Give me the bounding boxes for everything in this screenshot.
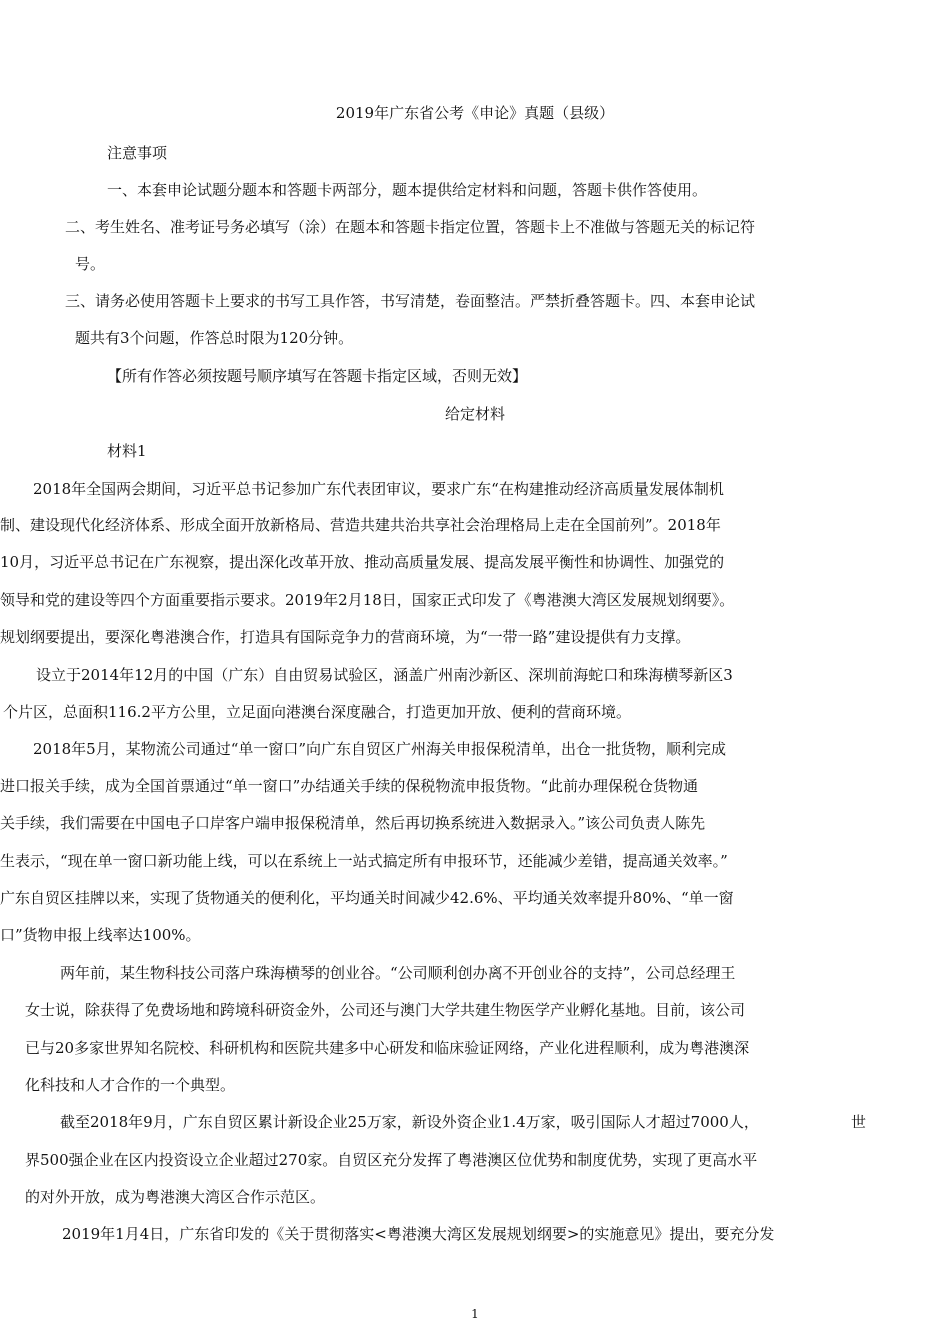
paragraph-line: 个片区，总面积116.2平方公里，立足面向港澳台深度融合，打造更加开放、便利的营商环境。 — [3, 703, 631, 721]
notice-item-2-line-1: 二、考生姓名、准考证号务必填写（涂）在题本和答题卡指定位置，答题卡上不准做与答题无关的标记符 — [65, 218, 756, 236]
paragraph-line: 界500强企业在区内投资设立企业超过270家。自贸区充分发挥了粤港澳区位优势和制度优势，实现了更高水平 — [25, 1151, 758, 1169]
paragraph-line: 制、建设现代化经济体系、形成全面开放新格局、营造共建共治共享社会治理格局上走在全国前列”。2018年 — [0, 516, 721, 534]
paragraph-line: 已与20多家世界知名院校、科研机构和医院共建多中心研发和临床验证网络，产业化进程顺利，成为粤港澳深 — [25, 1039, 750, 1057]
paragraph-line-fragment: 世 — [851, 1113, 867, 1131]
notice-item-1: 一、本套申论试题分题本和答题卡两部分，题本提供给定材料和问题，答题卡供作答使用。 — [107, 181, 708, 199]
paragraph-line: 规划纲要提出，要深化粤港澳合作，打造具有国际竞争力的营商环境，为“一带一路”建设提供有力支撑。 — [0, 628, 691, 646]
paragraph-line: 设立于2014年12月的中国（广东）自由贸易试验区，涵盖广州南沙新区、深圳前海蛇口和珠海横琴新区3 — [36, 666, 733, 684]
paragraph-line: 口”货物申报上线率达100%。 — [0, 926, 201, 944]
paragraph-line: 截至2018年9月，广东自贸区累计新设企业25万家，新设外资企业1.4万家，吸引国际人才超过7000人， — [60, 1113, 759, 1131]
paragraph-line: 进口报关手续，成为全国首票通过“单一窗口”办结通关手续的保税物流申报货物。“此前办理保税仓货物通 — [0, 777, 699, 795]
notice-item-3-line-2: 题共有3个问题，作答总时限为120分钟。 — [75, 329, 354, 347]
notice-heading: 注意事项 — [107, 144, 168, 162]
paragraph-line: 10月，习近平总书记在广东视察，提出深化改革开放、推动高质量发展、提高发展平衡性和协调性、加强党的 — [0, 553, 725, 571]
paragraph-line: 关手续，我们需要在中国电子口岸客户端申报保税清单，然后再切换系统进入数据录入。”该公司负责人陈先 — [0, 814, 706, 832]
paragraph-line: 领导和党的建设等四个方面重要指示要求。2019年2月18日，国家正式印发了《粤港澳大湾区发展规划纲要》。 — [0, 591, 735, 609]
paragraph-line: 生表示，“现在单一窗口新功能上线，可以在系统上一站式搞定所有申报环节，还能减少差错，提高通关效率。” — [0, 852, 728, 870]
notice-item-3-line-1: 三、请务必使用答题卡上要求的书写工具作答，书写清楚，卷面整洁。严禁折叠答题卡。四、本套申论试 — [65, 292, 756, 310]
section-title: 给定材料 — [444, 405, 505, 423]
paragraph-line: 女士说，除获得了免费场地和跨境科研资金外，公司还与澳门大学共建生物医学产业孵化基地。目前，该公司 — [25, 1001, 746, 1019]
document-title: 2019年广东省公考《申论》真题（县级） — [335, 104, 615, 122]
paragraph-line: 化科技和人才合作的一个典型。 — [25, 1076, 236, 1094]
paragraph-line: 2018年5月，某物流公司通过“单一窗口”向广东自贸区广州海关申报保税清单，出仓一批货物，顺利完成 — [33, 740, 727, 758]
paragraph-line: 2019年1月4日，广东省印发的《关于贯彻落实<粤港澳大湾区发展规划纲要>的实施意见》提出，要充分发 — [62, 1225, 775, 1243]
paragraph-line: 的对外开放，成为粤港澳大湾区合作示范区。 — [25, 1188, 326, 1206]
notice-item-2-line-2: 号。 — [75, 255, 106, 273]
notice-warning: 【所有作答必须按题号顺序填写在答题卡指定区域，否则无效】 — [107, 367, 528, 385]
paragraph-line: 2018年全国两会期间，习近平总书记参加广东代表团审议，要求广东“在构建推动经济高质量发展体制机 — [33, 480, 724, 498]
material-label: 材料1 — [107, 442, 147, 460]
paragraph-line: 两年前，某生物科技公司落户珠海横琴的创业谷。“公司顺利创办离不开创业谷的支持”，公司总经理王 — [60, 964, 736, 982]
page-number: 1 — [471, 1307, 479, 1321]
paragraph-line: 广东自贸区挂牌以来，实现了货物通关的便利化，平均通关时间减少42.6%、平均通关效率提升80%、“单一窗 — [0, 889, 734, 907]
